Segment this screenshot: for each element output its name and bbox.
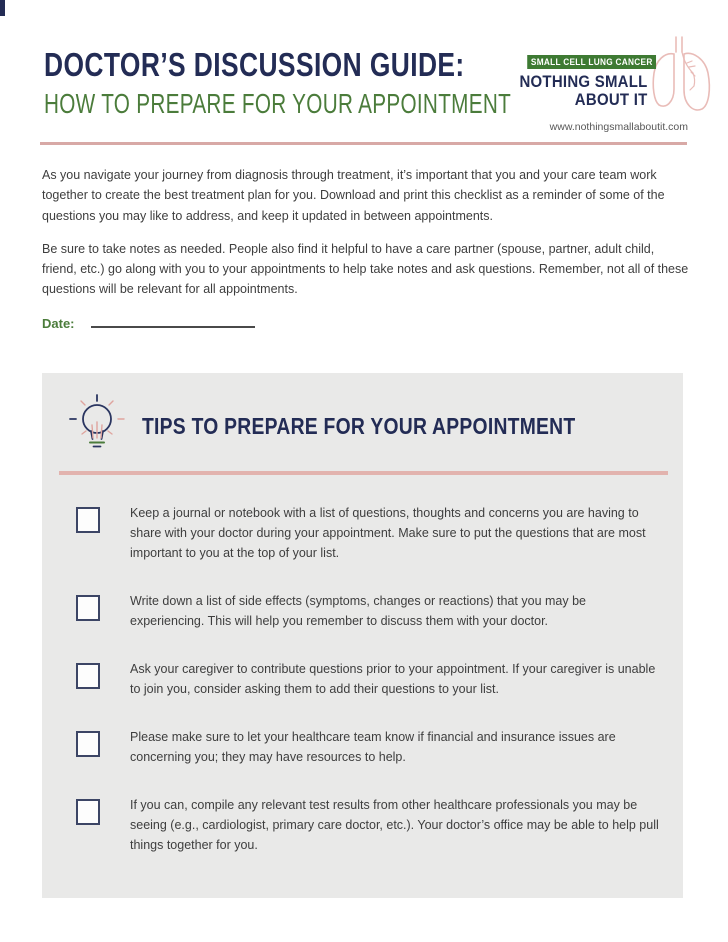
website-url: www.nothingsmallaboutit.com xyxy=(549,121,688,133)
checklist-item-text: Keep a journal or notebook with a list of questions, thoughts and concerns you are having to share with your doctor during your appointment. Make sure to put the questions that are most important to you at the top of your list. xyxy=(130,506,646,560)
checkbox-item-3[interactable] xyxy=(76,663,100,689)
tips-heading: TIPS TO PREPARE FOR YOUR APPOINTMENT xyxy=(142,412,576,439)
checkbox-item-2[interactable] xyxy=(76,595,100,621)
checklist-item xyxy=(76,503,663,563)
checkbox-item-4[interactable] xyxy=(76,731,100,757)
header-divider xyxy=(40,142,687,145)
checklist-item xyxy=(76,727,663,767)
intro-text xyxy=(42,165,690,313)
lightbulb-icon xyxy=(66,392,128,460)
page-edge-artifact xyxy=(0,0,5,16)
page-subtitle: HOW TO PREPARE FOR YOUR APPOINTMENT xyxy=(44,88,512,119)
logo-badge: SMALL CELL LUNG CANCER xyxy=(527,55,656,69)
checklist-item-text: Write down a list of side effects (symptoms, changes or reactions) that you may be experiencing. This will help you remember to discuss them with your doctor. xyxy=(130,594,586,628)
checklist-item xyxy=(76,795,663,855)
date-label: Date: xyxy=(42,316,75,331)
checklist-item-text: Ask your caregiver to contribute questions prior to your appointment. If your caregiver is unable to join you, consider asking them to add their questions to your list. xyxy=(130,662,656,696)
tips-section xyxy=(42,373,683,898)
intro-paragraph-1: As you navigate your journey from diagnosis through treatment, it’s important that you and your care team work together to create the best treatment plan for you. Download and print this checklist as a reminder of some of the questions you may like to address, and keep it updated in between appointments. xyxy=(42,168,665,223)
checkbox-item-5[interactable] xyxy=(76,799,100,825)
tips-header xyxy=(42,373,683,463)
date-input-line[interactable] xyxy=(91,314,255,328)
checklist-item xyxy=(76,591,663,631)
page-title: DOCTOR’S DISCUSSION GUIDE: xyxy=(44,46,465,83)
tips-divider xyxy=(59,471,668,475)
checklist-item-text: If you can, compile any relevant test results from other healthcare professionals you may be seeing (e.g., cardiologist, primary care doctor, etc.). Your doctor’s office may be able to help pull things together for you. xyxy=(130,798,659,852)
nothing-small-about-it-logo xyxy=(503,36,718,128)
checklist-item-text: Please make sure to let your healthcare team know if financial and insurance issues are concerning you; they may have resources to help. xyxy=(130,730,616,764)
logo-line-2: ABOUT IT xyxy=(575,89,648,109)
intro-paragraph-2: Be sure to take notes as needed. People also find it helpful to have a care partner (spouse, partner, adult child, friend, etc.) go along with you to your appointments to help take notes and ask questions. Remember, not all of these questions will be relevant for all appointments. xyxy=(42,241,689,297)
logo-line-1: NOTHING SMALL xyxy=(519,72,648,91)
lungs-icon xyxy=(643,36,718,118)
checkbox-item-1[interactable] xyxy=(76,507,100,533)
logo-text xyxy=(502,52,653,109)
date-field xyxy=(42,314,255,331)
checklist-item xyxy=(76,659,663,699)
